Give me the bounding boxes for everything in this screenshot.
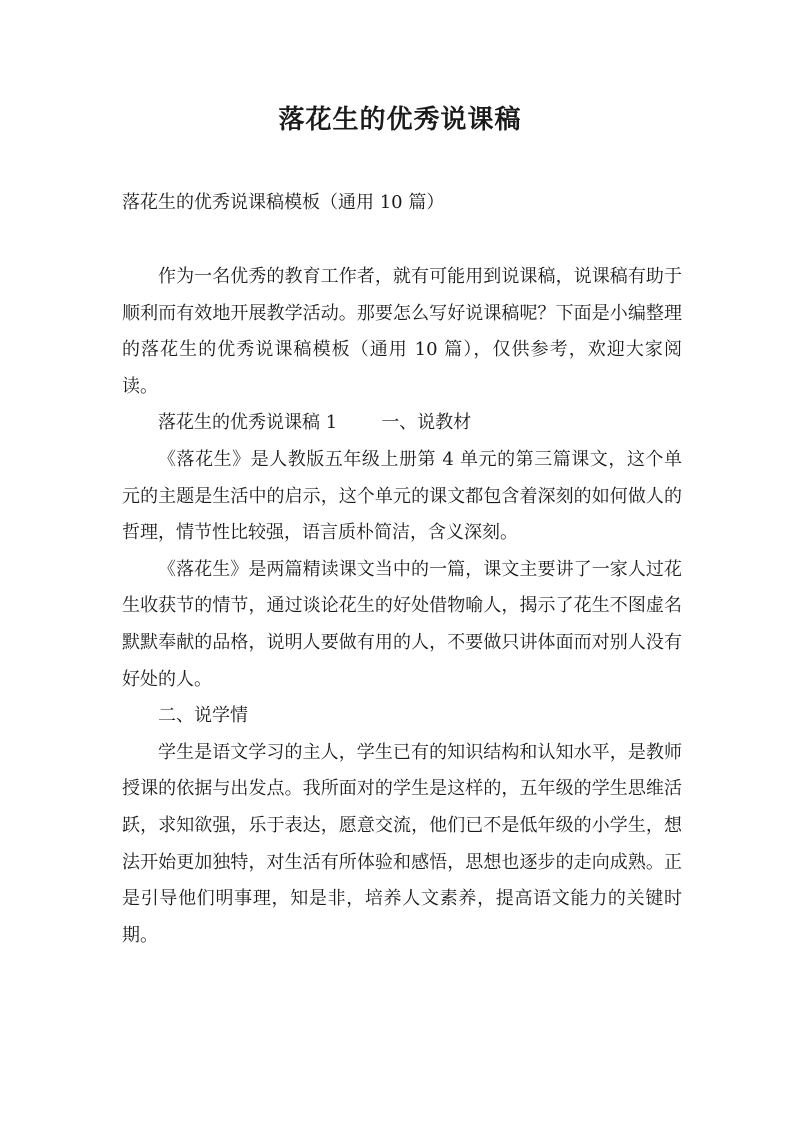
document-body xyxy=(122,259,682,954)
section-heading xyxy=(122,405,682,442)
document-subtitle: 落花生的优秀说课稿模板（通用 10 篇） xyxy=(122,192,445,213)
intro-paragraph: 作为一名优秀的教育工作者，就有可能用到说课稿，说课稿有助于顺利而有效地开展教学活动。那要怎么写好说课稿呢？下面是小编整理的落花生的优秀说课稿模板（通用 10 篇），仅供参考，欢迎大家阅读。 xyxy=(122,266,682,397)
textbook-paragraph-2: 《落花生》是两篇精读课文当中的一篇，课文主要讲了一家人过花生收获节的情节，通过谈论花生的好处借物喻人，揭示了花生不图虚名默默奉献的品格，说明人要做有用的人，不要做只讲体面而对别人没有好处的人。 xyxy=(122,558,682,690)
section-heading-title: 落花生的优秀说课稿 1 xyxy=(158,412,338,434)
textbook-paragraph-1: 《落花生》是人教版五年级上册第 4 单元的第三篇课文，这个单元的主题是生活中的启示，这个单元的课文都包含着深刻的如何做人的哲理，情节性比较强，语言质朴简洁，含义深刻。 xyxy=(122,448,682,544)
document-title: 落花生的优秀说课稿 xyxy=(278,105,522,135)
learner-heading: 二、说学情 xyxy=(158,705,248,727)
learner-paragraph: 学生是语文学习的主人，学生已有的知识结构和认知水平，是教师授课的依据与出发点。我所面对的学生是这样的，五年级的学生思维活跃，求知欲强，乐于表达，愿意交流，他们已不是低年级的小学生，想法开始更加独特，对生活有所体验和感悟，思想也逐步的走向成熟。正是引导他们明事理，知是非，培养人文素养，提高语文能力的关键时期。 xyxy=(122,741,682,946)
section-heading-subtitle: 一、说教材 xyxy=(381,412,472,434)
